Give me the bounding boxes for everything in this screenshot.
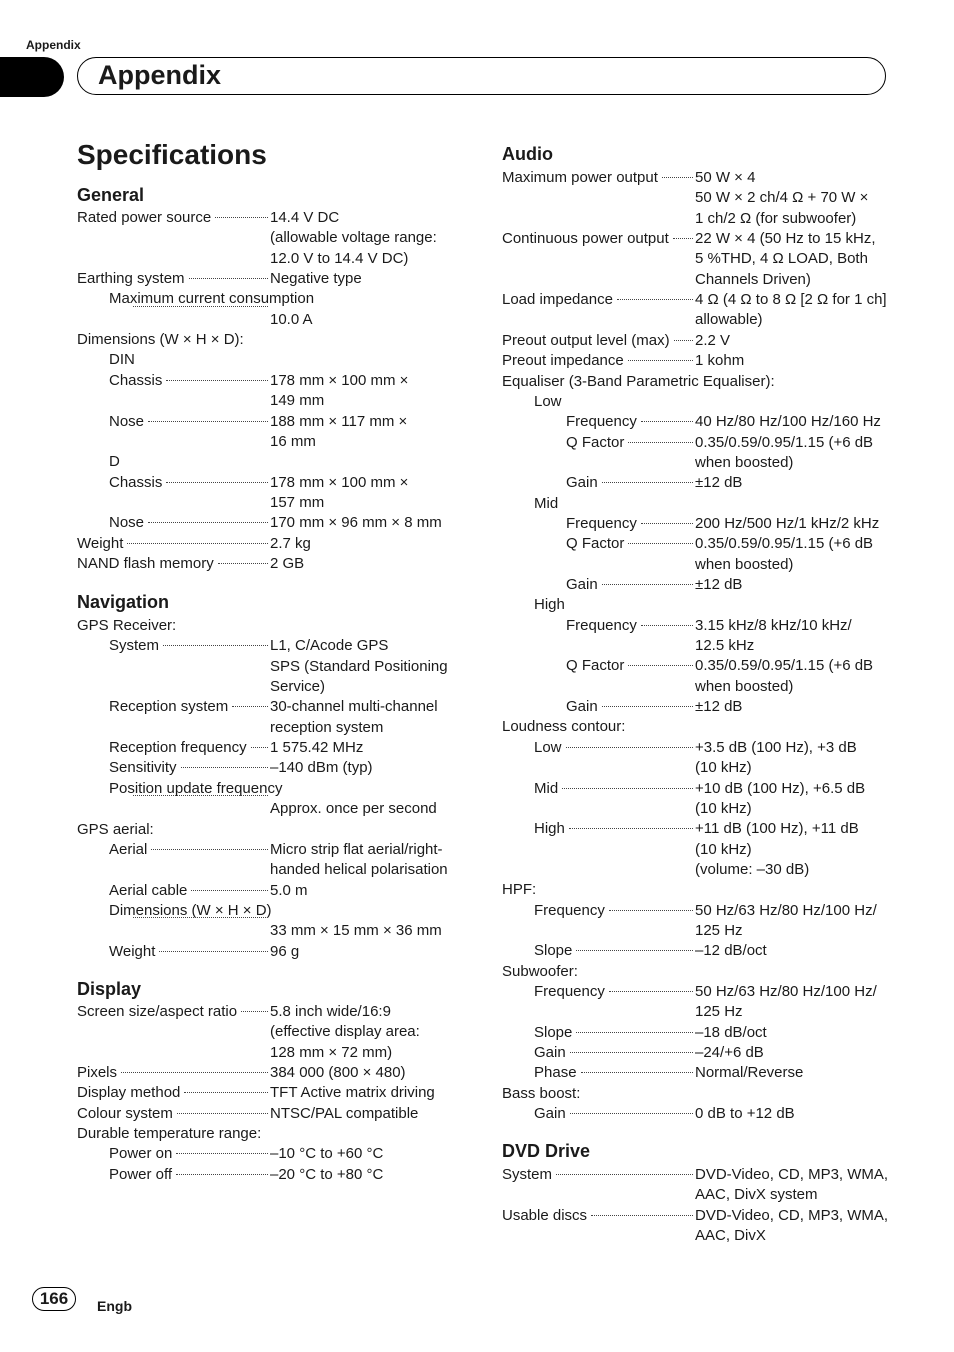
spec-label: Q Factor — [566, 433, 625, 451]
spec-row — [0, 1104, 954, 1124]
spec-value: (volume: –30 dB) — [695, 860, 810, 878]
spec-value: –24/+6 dB — [695, 1044, 764, 1062]
spec-label: Reception frequency — [109, 739, 247, 757]
spec-label: Power off — [109, 1165, 173, 1183]
spec-value: 5.8 inch wide/16:9 — [270, 1003, 391, 1020]
spec-row — [0, 962, 954, 982]
spec-row — [0, 494, 954, 514]
spec-row — [0, 779, 954, 799]
spec-value: handed helical polarisation — [270, 861, 448, 879]
spec-row — [0, 249, 954, 269]
spec-label: Maximum current consumption — [109, 290, 315, 308]
spec-row — [0, 1226, 954, 1246]
spec-value: 0.35/0.59/0.95/1.15 (+6 dB — [695, 433, 874, 451]
spec-row — [0, 901, 954, 921]
spec-label: HPF: — [502, 881, 537, 899]
spec-row — [0, 1084, 954, 1104]
spec-row — [0, 188, 954, 208]
spec-row — [0, 290, 954, 310]
spec-row — [0, 1063, 954, 1083]
spec-value: 22 W × 4 (50 Hz to 15 kHz, — [695, 230, 876, 248]
spec-row — [0, 799, 954, 819]
spec-value: 188 mm × 117 mm × — [270, 412, 408, 430]
page-number: 166 — [32, 1287, 76, 1311]
spec-row — [0, 555, 954, 575]
spec-row — [0, 616, 954, 636]
section-title: Appendix — [98, 60, 222, 90]
spec-value: +11 dB (100 Hz), +11 dB — [695, 820, 859, 838]
spec-value: Channels Driven) — [695, 270, 811, 288]
spec-value: (10 kHz) — [695, 840, 752, 858]
spec-label: Q Factor — [566, 535, 625, 553]
spec-value: 128 mm × 72 mm) — [270, 1043, 393, 1061]
spec-value: 50 Hz/63 Hz/80 Hz/100 Hz/ — [695, 983, 877, 1000]
dot-leader — [556, 1174, 693, 1175]
spec-value: allowable) — [695, 311, 763, 329]
spec-value: (10 kHz) — [695, 759, 752, 777]
spec-value: 5.0 m — [270, 881, 308, 899]
spec-row — [0, 860, 954, 880]
spec-label: System — [502, 1166, 553, 1183]
dot-leader — [581, 1072, 693, 1073]
spec-label: Aerial cable — [109, 881, 188, 899]
spec-label: High — [534, 820, 565, 838]
spec-label: Weight — [109, 942, 156, 960]
spec-label: Slope — [534, 1023, 573, 1041]
section-title-bar — [77, 57, 886, 95]
spec-row — [0, 575, 954, 595]
spec-row — [0, 717, 954, 737]
spec-row — [0, 880, 954, 900]
spec-label: Display method — [77, 1084, 181, 1102]
spec-label: Position update frequency — [109, 779, 283, 797]
dot-leader — [591, 1215, 693, 1216]
spec-row — [0, 453, 954, 473]
spec-row — [0, 1023, 954, 1043]
spec-label: Equaliser (3-Band Parametric Equaliser): — [502, 372, 775, 390]
page-title: Specifications — [77, 139, 267, 170]
dot-leader — [641, 523, 693, 524]
section-heading-general: General — [77, 185, 145, 205]
spec-value: 30-channel multi-channel — [270, 698, 438, 716]
spec-label: Earthing system — [77, 270, 185, 288]
running-header: Appendix — [26, 38, 81, 52]
spec-row — [0, 1185, 954, 1205]
spec-label: Mid — [534, 779, 559, 797]
dot-leader — [566, 747, 693, 748]
dot-leader — [602, 584, 693, 585]
spec-label: Preout impedance — [502, 352, 624, 370]
spec-label: Rated power source — [77, 209, 212, 226]
spec-row — [0, 331, 954, 351]
spec-value: 16 mm — [270, 432, 316, 450]
spec-row — [0, 412, 954, 432]
spec-value: (10 kHz) — [695, 799, 752, 817]
spec-value: +10 dB (100 Hz), +6.5 dB — [695, 779, 866, 797]
spec-value: reception system — [270, 718, 384, 736]
spec-value: L1, C/Acode GPS — [270, 637, 389, 655]
spec-value: DVD-Video, CD, MP3, WMA, — [695, 1206, 889, 1224]
spec-label: Gain — [534, 1044, 566, 1062]
spec-row — [0, 656, 954, 676]
spec-row — [0, 636, 954, 656]
spec-value: 33 mm × 15 mm × 36 mm — [270, 922, 442, 940]
spec-label: Durable temperature range: — [77, 1125, 262, 1143]
spec-label: Gain — [534, 1105, 566, 1123]
spec-label: Phase — [534, 1064, 577, 1082]
spec-value: +3.5 dB (100 Hz), +3 dB — [695, 738, 857, 756]
spec-value: SPS (Standard Positioning — [270, 657, 448, 675]
spec-label: Colour system — [77, 1104, 173, 1122]
spec-value: 2.7 kg — [270, 534, 311, 552]
spec-label: Gain — [566, 474, 598, 492]
spec-value: –10 °C to +60 °C — [270, 1145, 384, 1163]
spec-label: Mid — [534, 494, 559, 512]
spec-label: D — [109, 453, 120, 471]
spec-row — [0, 1144, 954, 1164]
spec-label: Pixels — [77, 1064, 118, 1082]
section-heading-navigation: Navigation — [77, 592, 170, 612]
dot-leader — [602, 482, 693, 483]
spec-label: Frequency — [534, 983, 605, 1000]
dot-leader — [576, 950, 693, 951]
spec-label: Continuous power output — [502, 230, 669, 248]
spec-value: 96 g — [270, 942, 300, 960]
spec-label: Gain — [566, 698, 598, 716]
spec-row — [0, 270, 954, 290]
dot-leader — [569, 828, 693, 829]
spec-value: when boosted) — [695, 555, 794, 573]
spec-value: Approx. once per second — [270, 800, 437, 818]
dot-leader — [576, 1032, 693, 1033]
spec-value: 125 Hz — [695, 921, 743, 939]
spec-value: DVD-Video, CD, MP3, WMA, — [695, 1166, 889, 1183]
spec-label: Power on — [109, 1145, 173, 1163]
dot-leader — [609, 991, 693, 992]
dot-leader — [674, 340, 693, 341]
spec-value: 40 Hz/80 Hz/100 Hz/160 Hz — [695, 413, 881, 431]
spec-value: ±12 dB — [695, 576, 743, 593]
spec-value: AAC, DivX — [695, 1227, 766, 1245]
dot-leader — [628, 665, 693, 666]
spec-value: 1 kohm — [695, 352, 745, 370]
spec-value: 10.0 A — [270, 310, 313, 328]
spec-row — [0, 982, 954, 1002]
spec-value: –18 dB/oct — [695, 1023, 767, 1041]
spec-value: (effective display area: — [270, 1023, 420, 1041]
spec-value: ±12 dB — [695, 698, 743, 716]
spec-label: Weight — [77, 534, 124, 552]
spec-row — [0, 941, 954, 961]
section-heading-dvd: DVD Drive — [502, 1141, 591, 1161]
spec-label: Chassis — [109, 473, 163, 491]
spec-value: Normal/Reverse — [695, 1064, 804, 1082]
spec-label: Loudness contour: — [502, 718, 626, 736]
dot-leader — [562, 788, 693, 789]
spec-value: 200 Hz/500 Hz/1 kHz/2 kHz — [695, 514, 880, 532]
spec-label: Bass boost: — [502, 1084, 581, 1102]
spec-value: 0.35/0.59/0.95/1.15 (+6 dB — [695, 535, 874, 553]
spec-value: Micro strip flat aerial/right- — [270, 840, 443, 858]
spec-row — [0, 351, 954, 371]
spec-label: High — [534, 596, 565, 614]
spec-label: Subwoofer: — [502, 962, 578, 980]
spec-value: (allowable voltage range: — [270, 229, 437, 247]
spec-value: when boosted) — [695, 677, 794, 695]
spec-value: 50 W × 2 ch/4 Ω + 70 W × — [695, 189, 869, 207]
spec-row — [0, 738, 954, 758]
section-heading-display: Display — [77, 979, 142, 999]
dot-leader — [176, 1153, 268, 1154]
dot-leader — [641, 421, 693, 422]
dot-leader — [570, 1113, 693, 1114]
dot-leader — [628, 442, 693, 443]
spec-row — [0, 168, 954, 188]
spec-row — [0, 840, 954, 860]
spec-label: Load impedance — [502, 291, 613, 309]
dot-leader — [641, 625, 693, 626]
spec-label: Q Factor — [566, 657, 625, 675]
spec-value: AAC, DivX system — [695, 1186, 818, 1204]
spec-label: Usable discs — [502, 1206, 588, 1224]
section-tab-marker — [0, 57, 64, 97]
spec-value: 50 W × 4 — [695, 169, 756, 186]
spec-row — [0, 1124, 954, 1144]
spec-row — [0, 1002, 954, 1022]
spec-value: 14.4 V DC — [270, 209, 340, 226]
spec-row — [0, 514, 954, 534]
spec-label: Frequency — [566, 616, 637, 634]
spec-value: 0 dB to +12 dB — [695, 1105, 795, 1123]
spec-value: Service) — [270, 678, 326, 696]
spec-label: Low — [534, 392, 562, 410]
spec-value: 157 mm — [270, 493, 325, 511]
spec-value: ±12 dB — [695, 474, 743, 492]
spec-label: GPS aerial: — [77, 820, 154, 838]
spec-value: 12.0 V to 14.4 V DC) — [270, 249, 409, 267]
spec-label: NAND flash memory — [77, 554, 214, 572]
spec-label: Reception system — [109, 698, 229, 716]
spec-row — [0, 1206, 954, 1226]
dot-leader — [673, 238, 693, 239]
spec-row — [0, 392, 954, 412]
spec-row — [0, 229, 954, 249]
spec-row — [0, 697, 954, 717]
spec-label: Aerial — [109, 840, 148, 858]
spec-value: 178 mm × 100 mm × — [270, 371, 409, 389]
spec-row — [0, 473, 954, 493]
spec-value: 1 ch/2 Ω (for subwoofer) — [695, 209, 857, 227]
spec-label: Gain — [566, 576, 598, 593]
spec-label: Sensitivity — [109, 759, 177, 777]
spec-row — [0, 209, 954, 229]
spec-value: NTSC/PAL compatible — [270, 1104, 419, 1122]
spec-row — [0, 921, 954, 941]
spec-value: 178 mm × 100 mm × — [270, 473, 409, 491]
spec-label: Dimensions (W × H × D) — [109, 901, 272, 919]
spec-row — [0, 372, 954, 392]
spec-value: –12 dB/oct — [695, 942, 767, 960]
spec-label: Screen size/aspect ratio — [77, 1003, 238, 1020]
dot-leader — [628, 543, 693, 544]
spec-value: –140 dBm (typ) — [270, 759, 373, 777]
spec-value: Negative type — [270, 270, 362, 288]
spec-label: Frequency — [566, 413, 637, 431]
spec-label: Frequency — [534, 901, 605, 919]
language-code: Engb — [97, 1298, 132, 1314]
spec-label: Chassis — [109, 371, 163, 389]
spec-value: 0.35/0.59/0.95/1.15 (+6 dB — [695, 657, 874, 675]
spec-value: 4 Ω (4 Ω to 8 Ω [2 Ω for 1 ch] — [695, 291, 887, 309]
spec-row — [0, 534, 954, 554]
spec-value: 149 mm — [270, 392, 325, 410]
spec-label: GPS Receiver: — [77, 617, 177, 634]
spec-value: 3.15 kHz/8 kHz/10 kHz/ — [695, 616, 852, 634]
spec-label: Preout output level (max) — [502, 331, 670, 349]
spec-value: 170 mm × 96 mm × 8 mm — [270, 514, 442, 532]
spec-value: 125 Hz — [695, 1003, 743, 1021]
dot-leader — [570, 1052, 693, 1053]
dot-leader — [602, 706, 693, 707]
spec-label: Nose — [109, 412, 145, 430]
spec-row — [0, 433, 954, 453]
spec-value: 2 GB — [270, 554, 305, 572]
spec-value: when boosted) — [695, 453, 794, 471]
spec-row — [0, 819, 954, 839]
spec-row — [0, 595, 954, 615]
spec-row — [0, 1165, 954, 1185]
spec-row — [0, 310, 954, 330]
spec-label: System — [109, 637, 160, 655]
spec-value: TFT Active matrix driving — [270, 1084, 435, 1102]
dot-leader — [617, 299, 693, 300]
spec-label: Low — [534, 738, 562, 756]
spec-row — [0, 1043, 954, 1063]
spec-row — [0, 677, 954, 697]
spec-label: Maximum power output — [502, 169, 658, 186]
section-heading-audio: Audio — [502, 144, 553, 164]
dot-leader — [662, 177, 693, 178]
spec-row — [0, 758, 954, 778]
spec-label: Slope — [534, 942, 573, 960]
spec-label: Nose — [109, 514, 145, 532]
spec-label: DIN — [109, 351, 135, 369]
spec-value: 2.2 V — [695, 331, 731, 349]
dot-leader — [628, 360, 693, 361]
spec-label: Dimensions (W × H × D): — [77, 331, 244, 349]
dot-leader — [609, 910, 693, 911]
spec-value: 384 000 (800 × 480) — [270, 1064, 406, 1082]
spec-value: –20 °C to +80 °C — [270, 1165, 384, 1183]
spec-value: 12.5 kHz — [695, 637, 755, 655]
spec-value: 5 %THD, 4 Ω LOAD, Both — [695, 250, 868, 268]
spec-value: 1 575.42 MHz — [270, 739, 364, 757]
spec-value: 50 Hz/63 Hz/80 Hz/100 Hz/ — [695, 901, 877, 919]
spec-label: Frequency — [566, 514, 637, 532]
